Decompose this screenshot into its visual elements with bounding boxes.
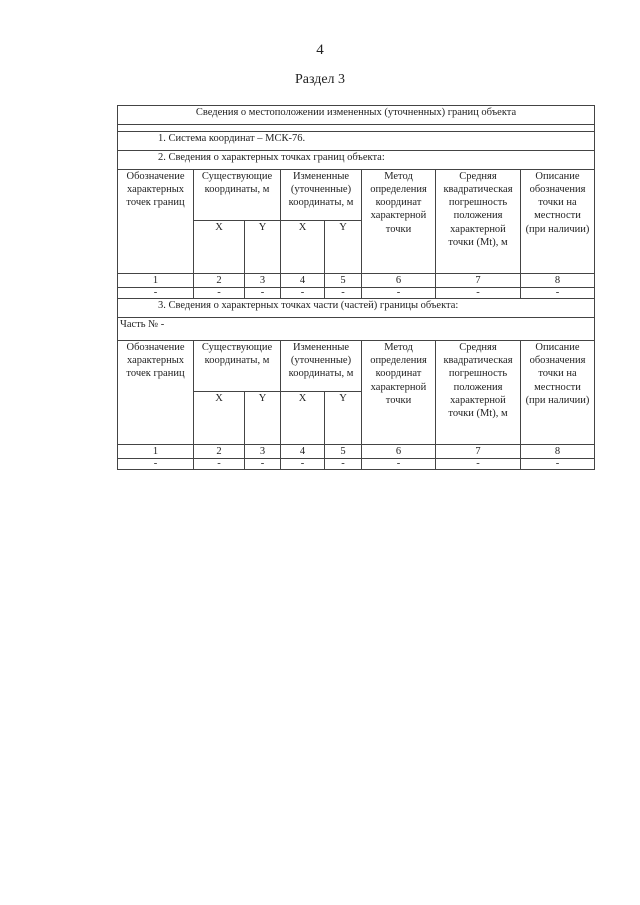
coord-system-row xyxy=(118,132,595,151)
column-number: 6 xyxy=(362,274,436,288)
data-cell: - xyxy=(436,459,521,470)
section2-data-row xyxy=(118,288,595,299)
section3-title-row xyxy=(118,299,595,318)
section2-number-row xyxy=(118,274,595,288)
header-mean-error: Средняя квадратическая погрешность положения характерной точки (Mt), м xyxy=(436,170,521,274)
column-number: 3 xyxy=(245,445,281,459)
header-y-changed: Y xyxy=(325,221,362,274)
section3-title: 3. Сведения о характерных точках части (частей) границы объекта: xyxy=(118,299,595,318)
section3-header-row xyxy=(118,341,595,392)
section3-data-row xyxy=(118,459,595,470)
data-cell: - xyxy=(436,288,521,299)
column-number: 1 xyxy=(118,445,194,459)
section2-title: 2. Сведения о характерных точках границ объекта: xyxy=(118,151,595,170)
column-number: 5 xyxy=(325,274,362,288)
data-cell: - xyxy=(362,459,436,470)
data-cell: - xyxy=(521,459,595,470)
coord-system-text: 1. Система координат – МСК-76. xyxy=(118,132,595,151)
header-method: Метод определения координат характерной точки xyxy=(362,341,436,445)
column-number: 7 xyxy=(436,445,521,459)
header-changed-coords: Измененные (уточненные) координаты, м xyxy=(281,170,362,221)
part-row xyxy=(118,318,595,341)
header-y-existing: Y xyxy=(245,221,281,274)
data-cell: - xyxy=(281,459,325,470)
column-number: 8 xyxy=(521,445,595,459)
column-number: 5 xyxy=(325,445,362,459)
data-cell: - xyxy=(325,288,362,299)
column-number: 3 xyxy=(245,274,281,288)
header-x-changed: X xyxy=(281,221,325,274)
header-description: Описание обозначения точки на местности (при наличии) xyxy=(521,341,595,445)
section3-number-row xyxy=(118,445,595,459)
data-cell: - xyxy=(281,288,325,299)
header-method: Метод определения координат характерной точки xyxy=(362,170,436,274)
data-cell: - xyxy=(118,288,194,299)
column-number: 2 xyxy=(194,445,245,459)
header-y-changed: Y xyxy=(325,392,362,445)
section-title: Раздел 3 xyxy=(294,72,346,87)
data-cell: - xyxy=(118,459,194,470)
column-number: 8 xyxy=(521,274,595,288)
header-point-designation: Обозначение характерных точек границ xyxy=(118,341,194,445)
table-title: Сведения о местоположении измененных (уточненных) границ объекта xyxy=(118,106,595,125)
column-number: 2 xyxy=(194,274,245,288)
data-cell: - xyxy=(245,459,281,470)
data-cell: - xyxy=(194,288,245,299)
header-y-existing: Y xyxy=(245,392,281,445)
column-number: 4 xyxy=(281,274,325,288)
header-existing-coords: Существующие координаты, м xyxy=(194,341,281,392)
header-x-changed: X xyxy=(281,392,325,445)
section2-title-row xyxy=(118,151,595,170)
data-cell: - xyxy=(521,288,595,299)
header-existing-coords: Существующие координаты, м xyxy=(194,170,281,221)
header-point-designation: Обозначение характерных точек границ xyxy=(118,170,194,274)
column-number: 6 xyxy=(362,445,436,459)
header-description: Описание обозначения точки на местности (при наличии) xyxy=(521,170,595,274)
header-changed-coords: Измененные (уточненные) координаты, м xyxy=(281,341,362,392)
column-number: 4 xyxy=(281,445,325,459)
part-label: Часть № - xyxy=(118,318,595,341)
boundary-info-table xyxy=(117,105,595,470)
table-title-row xyxy=(118,106,595,125)
header-x-existing: X xyxy=(194,221,245,274)
header-x-existing: X xyxy=(194,392,245,445)
section2-header-row xyxy=(118,170,595,221)
data-cell: - xyxy=(194,459,245,470)
column-number: 1 xyxy=(118,274,194,288)
page-number: 4 xyxy=(316,42,324,58)
data-cell: - xyxy=(245,288,281,299)
header-mean-error: Средняя квадратическая погрешность положения характерной точки (Mt), м xyxy=(436,341,521,445)
data-cell: - xyxy=(362,288,436,299)
data-cell: - xyxy=(325,459,362,470)
column-number: 7 xyxy=(436,274,521,288)
